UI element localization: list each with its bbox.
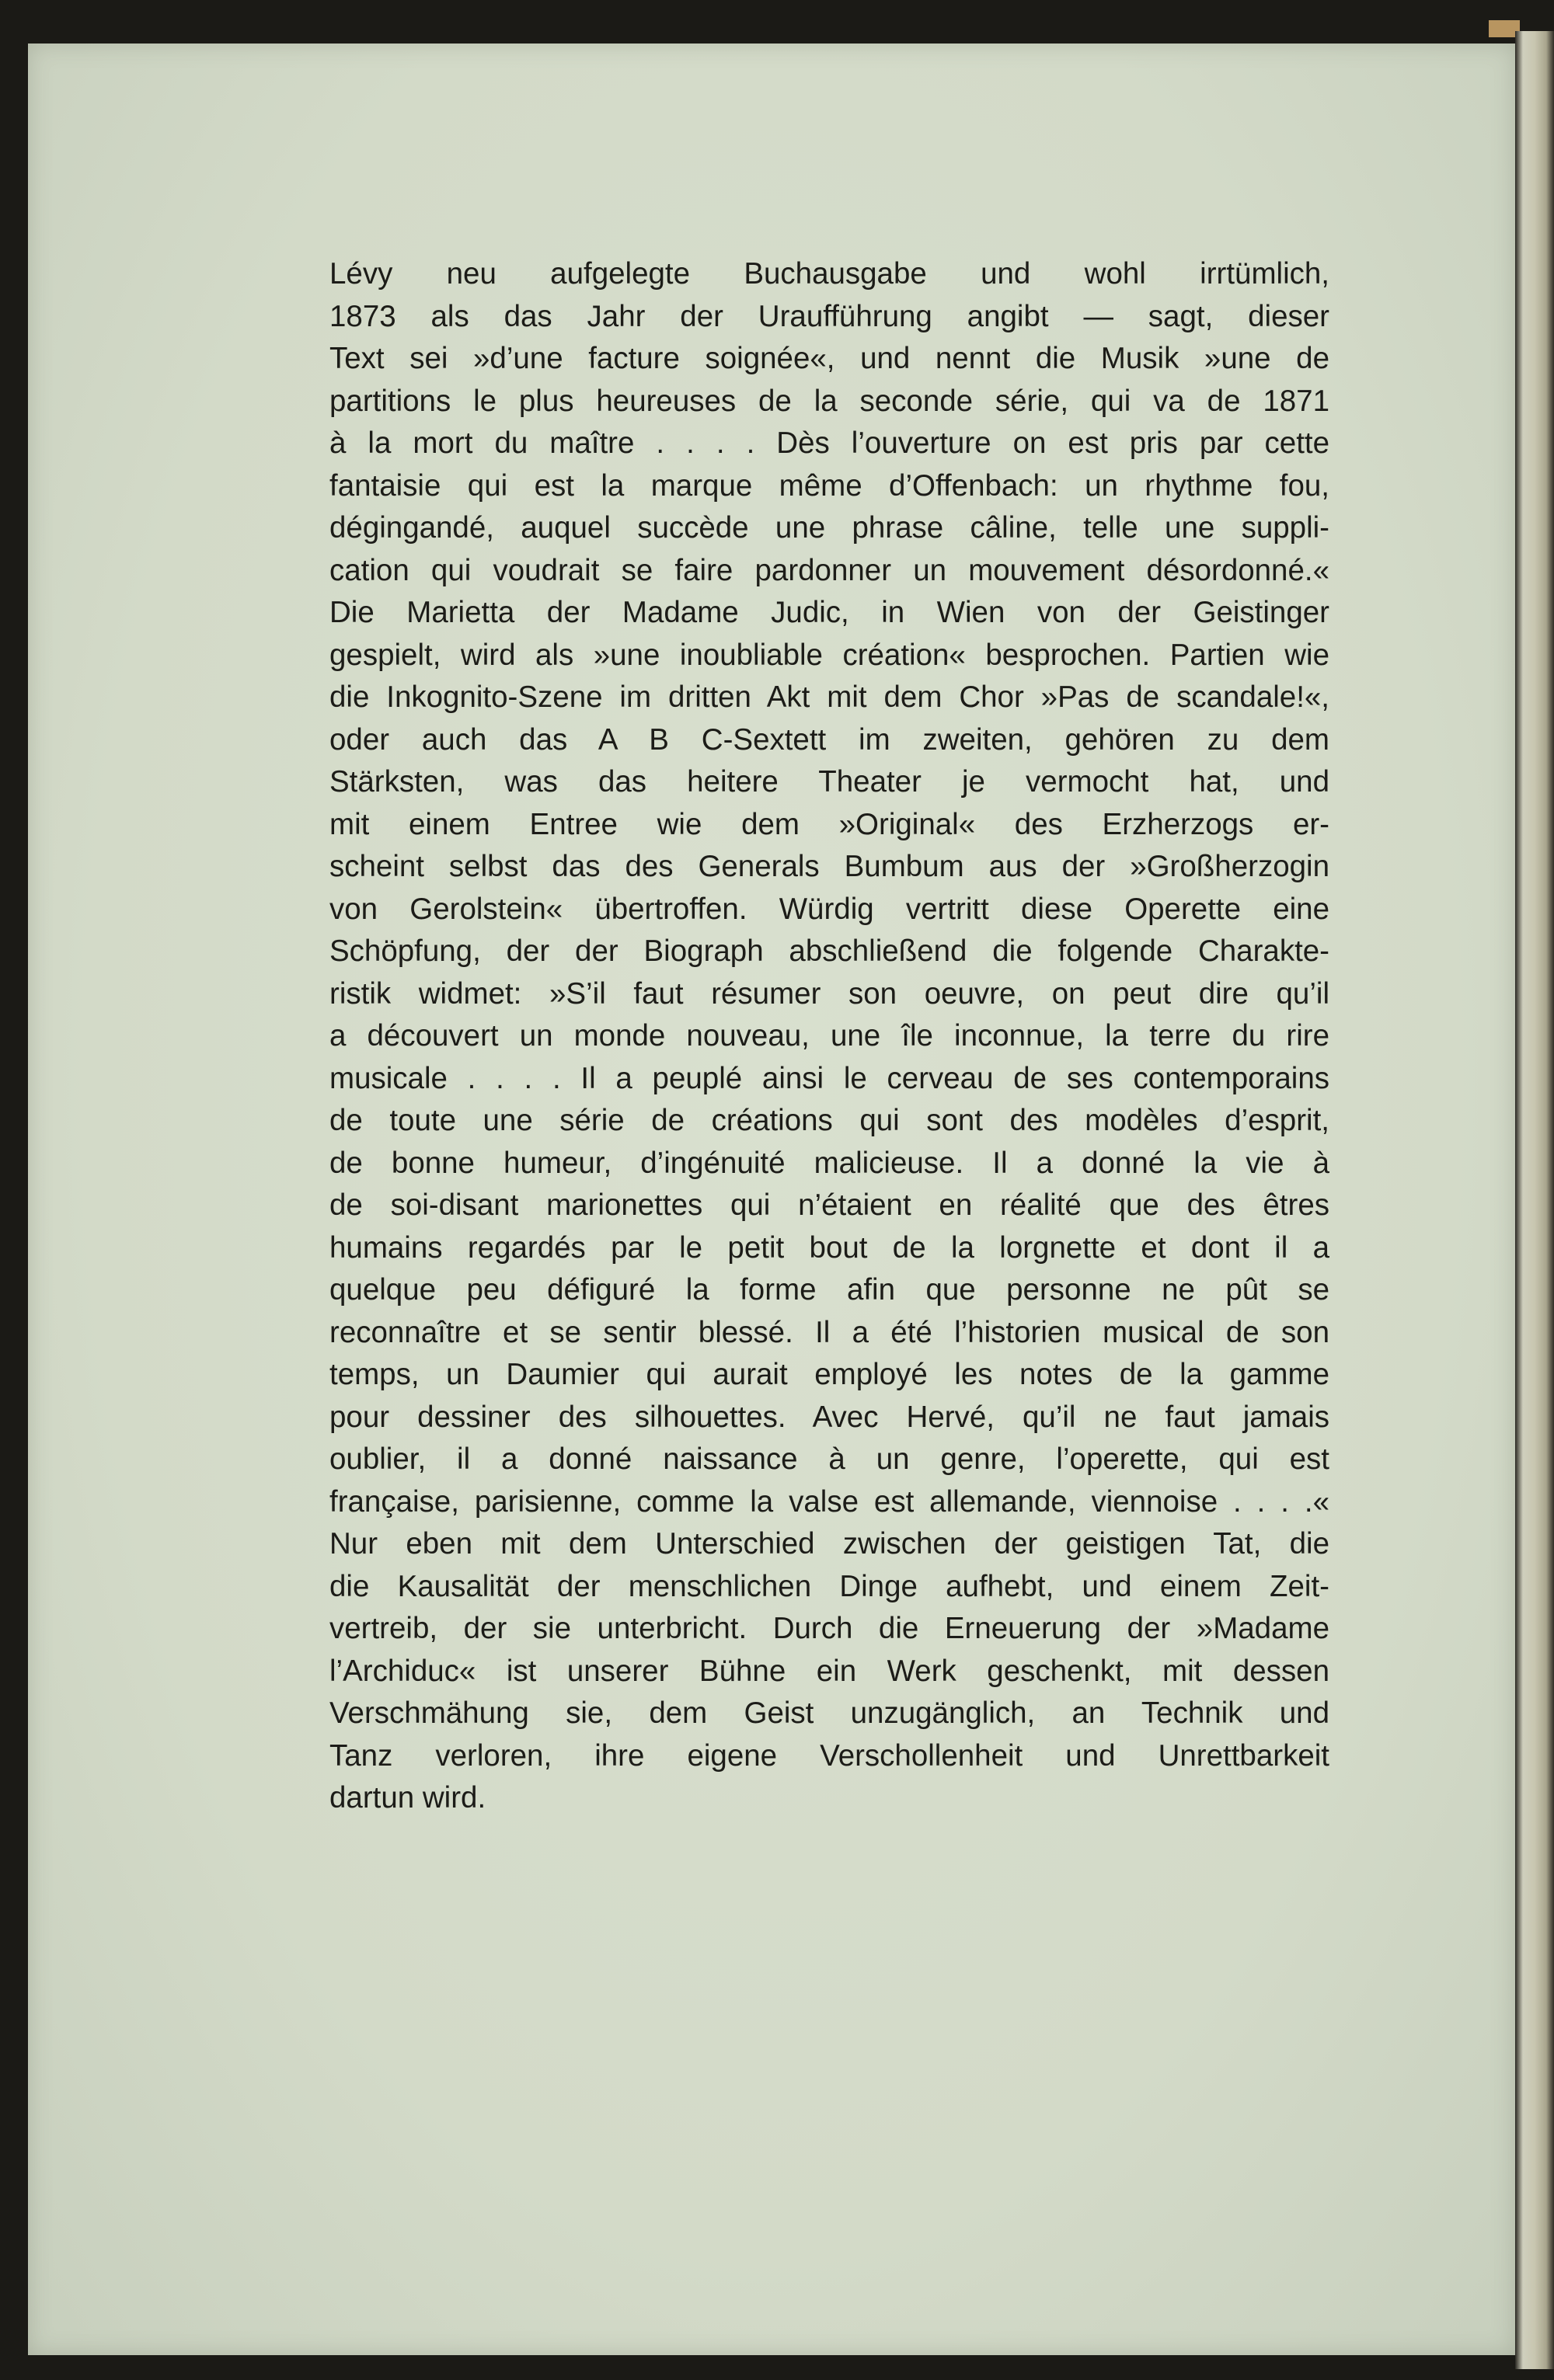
text-line: Tanz verloren, ihre eigene Verschollenheit und Unrettbarkeit: [329, 1738, 1329, 1773]
text-line: à la mort du maître . . . . Dès l’ouverture on est pris par cette: [329, 426, 1329, 460]
text-line: die Kausalität der menschlichen Dinge aufhebt, und einem Zeit-: [329, 1569, 1329, 1603]
text-line: partitions le plus heureuses de la seconde série, qui va de 1871: [329, 384, 1329, 418]
text-line: quelque peu défiguré la forme afin que personne ne pût se: [329, 1273, 1329, 1307]
book-spine: [1515, 31, 1554, 2369]
text-line: 1873 als das Jahr der Uraufführung angibt — sagt, dieser: [329, 299, 1329, 333]
text-line: ristik widmet: »S’il faut résumer son oeuvre, on peut dire qu’il: [329, 976, 1329, 1011]
text-line: oublier, il a donné naissance à un genre, l’operette, qui est: [329, 1442, 1329, 1476]
text-line: l’Archiduc« ist unserer Bühne ein Werk geschenkt, mit dessen: [329, 1654, 1329, 1688]
text-line: reconnaître et se sentir blessé. Il a été l’historien musical de son: [329, 1315, 1329, 1349]
text-line: scheint selbst das des Generals Bumbum aus der »Großherzogin: [329, 850, 1329, 883]
text-line: von Gerolstein« übertroffen. Würdig vertritt diese Operette eine: [329, 892, 1329, 926]
text-line: die Inkognito-Szene im dritten Akt mit dem Chor »Pas de scandale!«,: [329, 680, 1329, 714]
text-line: française, parisienne, comme la valse est allemande, viennoise . . . .«: [329, 1484, 1329, 1519]
text-line: fantaisie qui est la marque même d’Offenbach: un rhythme fou,: [329, 468, 1329, 503]
text-line: Lévy neu aufgelegte Buchausgabe und wohl irrtümlich,: [329, 257, 1329, 291]
text-line: Stärksten, was das heitere Theater je vermocht hat, und: [329, 765, 1329, 799]
text-line: temps, un Daumier qui aurait employé les notes de la gamme: [329, 1358, 1329, 1391]
text-line: mit einem Entree wie dem »Original« des Erzherzogs er-: [329, 807, 1329, 841]
text-line: Die Marietta der Madame Judic, in Wien von der Geistinger: [329, 596, 1329, 629]
text-line: de soi-disant marionettes qui n’étaient en réalité que des êtres: [329, 1188, 1329, 1222]
text-line: cation qui voudrait se faire pardonner un mouvement désordonné.«: [329, 553, 1329, 587]
text-line: gespielt, wird als »une inoubliable création« besprochen. Partien wie: [329, 638, 1329, 672]
text-line-last: dartun wird.: [329, 1781, 486, 1815]
text-line: de bonne humeur, d’ingénuité malicieuse. Il a donné la vie à: [329, 1146, 1329, 1180]
text-line: oder auch das A B C-Sextett im zweiten, gehören zu dem: [329, 722, 1329, 757]
text-line: pour dessiner des silhouettes. Avec Hervé, qu’il ne faut jamais: [329, 1400, 1329, 1434]
text-line: Schöpfung, der der Biograph abschließend die folgende Charakte-: [329, 934, 1329, 968]
text-line: Nur eben mit dem Unterschied zwischen der geistigen Tat, die: [329, 1527, 1329, 1561]
body-text: [329, 253, 1329, 1820]
text-line: a découvert un monde nouveau, une île inconnue, la terre du rire: [329, 1019, 1329, 1053]
text-line: de toute une série de créations qui sont des modèles d’esprit,: [329, 1104, 1329, 1137]
text-line: Text sei »d’une facture soignée«, und nennt die Musik »une de: [329, 342, 1329, 375]
text-line: vertreib, der sie unterbricht. Durch die Erneuerung der »Madame: [329, 1612, 1329, 1645]
text-line: humains regardés par le petit bout de la lorgnette et dont il a: [329, 1230, 1329, 1265]
text-line: Verschmähung sie, dem Geist unzugänglich, an Technik und: [329, 1696, 1329, 1730]
text-line: musicale . . . . Il a peuplé ainsi le cerveau de ses contemporains: [329, 1061, 1329, 1095]
text-line: dégingandé, auquel succède une phrase câline, telle une suppli-: [329, 511, 1329, 545]
